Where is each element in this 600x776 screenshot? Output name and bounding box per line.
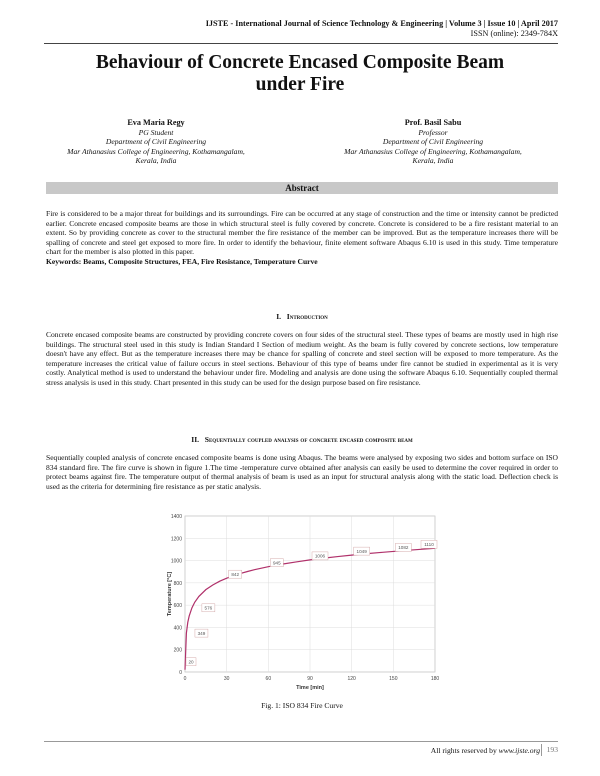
author-college: Mar Athanasius College of Engineering, Kothamangalam, — [344, 146, 522, 156]
section-1-title: Introduction — [286, 312, 328, 321]
x-tick-label: 60 — [265, 676, 272, 682]
data-label: 1110 — [424, 542, 434, 548]
section-1-text: Concrete encased composite beams are constructed by providing concrete covers on four sides of the structural steel. These types of beams are mostly used in high rise buildings. The structural steel used in this study is Indian Standard I Section of medium weight. As the beam is fully covered by concrete sections, low temperature doesn't have any effect. But as the temperature increases there may be chance for spalling of concrete and steel section will be exposed to more temperature. As the temperature increases the critical value of failure occurs in steel sections. Behaviour of this type of beams under fire cannot be studied in experimental as it is very costly. Analytical method is used to understand the behaviour under fire. Modeling and analysis are done using the software Abaqus 6.10. Sequentially coupled thermal stress analysis is used in this study. Chart presented in this study can be used for the design purpose based on fire resistance. — [46, 330, 558, 387]
footer-rights: All rights reserved by — [430, 746, 499, 755]
journal-name: IJSTE - International Journal of Science Technology & Engineering | Volume 3 | Issue 10 | April 2017 — [205, 19, 558, 28]
paper-title — [30, 52, 570, 96]
keywords: Keywords: Beams, Composite Structures, FEA, Fire Resistance, Temperature Curve — [46, 256, 318, 266]
y-tick-label: 1000 — [170, 558, 182, 565]
iso-fire-curve-chart — [165, 512, 441, 698]
title-line-2: under Fire — [255, 74, 345, 95]
x-tick-label: 150 — [389, 676, 398, 682]
author-place: Kerala, India — [135, 156, 177, 166]
header-rule — [44, 43, 558, 44]
x-tick-label: 0 — [183, 676, 187, 682]
y-tick-label: 400 — [173, 625, 182, 632]
author-college: Mar Athanasius College of Engineering, Kothamangalam, — [67, 146, 245, 156]
data-label: 1006 — [314, 553, 326, 559]
x-tick-label: 120 — [347, 676, 356, 682]
section-2-heading — [46, 435, 558, 444]
title-line-1: Behaviour of Concrete Encased Composite Beam — [95, 52, 505, 73]
abstract-body — [46, 209, 558, 266]
x-tick-label: 30 — [223, 676, 230, 682]
author-name: Prof. Basil Sabu — [404, 118, 462, 127]
y-tick-label: 600 — [173, 603, 182, 610]
data-label: 945 — [272, 560, 281, 566]
y-tick-label: 1400 — [170, 514, 182, 520]
author-name: Eva Maria Regy — [127, 118, 185, 127]
data-label: 349 — [197, 630, 206, 636]
footer-text — [431, 746, 540, 755]
author-role: Professor — [418, 127, 448, 137]
figure-caption: Fig. 1: ISO 834 Fire Curve — [261, 701, 343, 710]
y-tick-label: 0 — [179, 670, 182, 676]
figure-1 — [165, 512, 441, 698]
data-label: 576 — [204, 605, 213, 611]
footer-site: www.ijste.org — [498, 746, 540, 755]
x-tick-label: 90 — [307, 676, 313, 682]
journal-header — [206, 19, 558, 39]
author-dept: Department of Civil Engineering — [382, 137, 484, 147]
abstract-text: Fire is considered to be a major threat for buildings and its surroundings. Fire can be occurred at any stage of construction and the time or intensity cannot be predicted earlier. Concrete encased composite beams are those in which structural steel is fully covered by concrete. Concrete is considered to be a fire resistant material to an extent. So by providing concrete as cover to the structural member the fire resistance of the member can be improved. But as the temperature increases there will be spalling of concrete and steel get exposed to more fire. In order to identify the behaviour, finite element software Abaqus 6.10 is used in this study. Time temperature chart for the member is also plotted in this paper. — [46, 209, 558, 256]
section-2-number: II. — [191, 435, 200, 444]
issn: ISSN (online): 2349-784X — [470, 29, 558, 38]
footer-rule — [44, 741, 558, 742]
section-1-number: I. — [276, 312, 282, 321]
section-1-heading — [46, 312, 558, 321]
section-2-text: Sequentially coupled analysis of concrete encased composite beams is done using Abaqus. The beams were analysed by exposing two sides and bottom surface on ISO 834 standard fire. The fire curve is shown in figure 1.The time -temperature curve obtained after analysis can easily be used to determine the cover required in order to protect beams against fire. The temperature output of thermal analysis of beam is used as an input for structural analysis along with the static load. Deflection check is used as the criteria for determining fire resistance as per static analysis. — [46, 453, 558, 491]
x-tick-label: 180 — [430, 676, 440, 682]
y-axis-label: Temperature [°C] — [167, 571, 173, 617]
x-axis-label: Time [min] — [296, 685, 324, 691]
author-place: Kerala, India — [412, 156, 454, 166]
y-tick-label: 200 — [173, 647, 182, 654]
y-tick-label: 1200 — [170, 536, 182, 543]
abstract-heading: Abstract — [46, 182, 558, 194]
author-2 — [308, 118, 558, 166]
data-label: 1082 — [398, 545, 409, 551]
author-role: PG Student — [138, 127, 174, 137]
data-label: 20 — [188, 659, 194, 665]
author-1 — [31, 118, 281, 166]
data-label: 842 — [231, 571, 240, 577]
data-label: 1049 — [356, 548, 367, 554]
y-tick-label: 800 — [173, 580, 182, 587]
section-2-title: Sequentially coupled analysis of concrete encased composite beam — [204, 435, 413, 444]
author-dept: Department of Civil Engineering — [105, 137, 207, 147]
page-number: 193 — [541, 744, 558, 756]
